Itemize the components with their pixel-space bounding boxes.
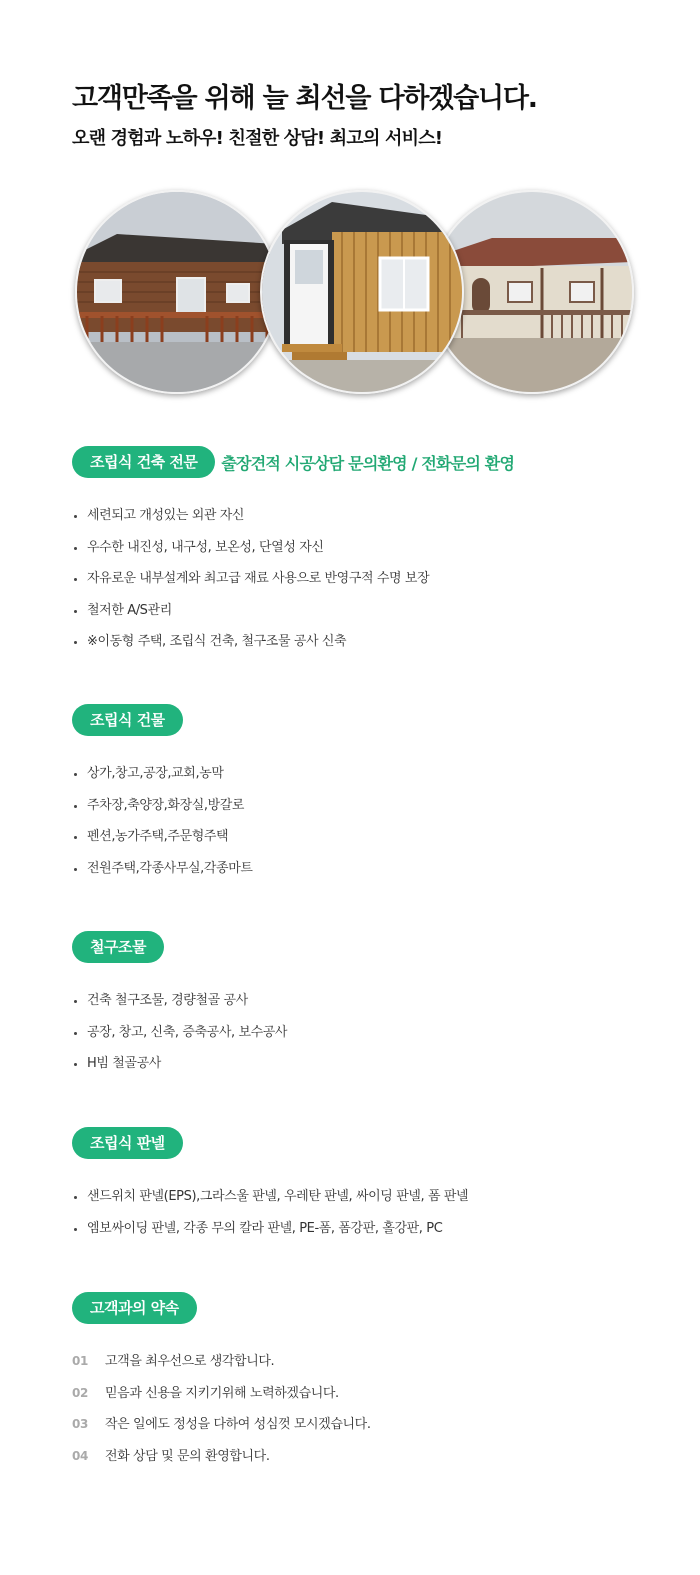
list-item (72, 1351, 371, 1383)
list-item: ※이동형 주택, 조립식 건축, 철구조물 공사 신축 (72, 632, 429, 664)
list-item: H빔 철골공사 (72, 1054, 287, 1086)
section-title: 철구조물 (72, 931, 164, 963)
house-photo-group (75, 190, 625, 395)
consultation-note: 출장견적 시공상담 문의환영 / 전화문의 환영 (221, 453, 515, 473)
section-title: 조립식 건축 전문 (72, 446, 215, 478)
section-customer-promise (72, 1292, 197, 1324)
promise-text: 고객을 최우선으로 생각합니다. (105, 1354, 275, 1369)
section-prefab-construction (72, 446, 514, 478)
subheadline: 오랜 경험과 노하우! 친절한 상담! 최고의 서비스! (72, 128, 443, 149)
panel-type-list (72, 1187, 468, 1250)
section-steel-structures (72, 931, 164, 963)
list-item (72, 1414, 371, 1446)
list-item (72, 1383, 371, 1415)
list-item: 샌드위치 판넬(EPS),그라스울 판넬, 우레탄 판넬, 싸이딩 판넬, 폼 판넬 (72, 1187, 468, 1219)
feature-list (72, 506, 429, 664)
list-item: 펜션,농가주택,주문형주택 (72, 827, 253, 859)
building-type-list (72, 764, 253, 890)
list-item: 상가,창고,공장,교회,농막 (72, 764, 253, 796)
list-item (72, 1446, 371, 1478)
promise-number: 03 (72, 1417, 88, 1431)
steel-work-list (72, 991, 287, 1086)
section-title: 조립식 건물 (72, 704, 183, 736)
list-item: 세련되고 개성있는 외관 자신 (72, 506, 429, 538)
section-title: 고객과의 약속 (72, 1292, 197, 1324)
list-item: 엠보싸이딩 판넬, 각종 무의 칼라 판넬, PE-폼, 폼강판, 홀강판, PC (72, 1219, 468, 1251)
list-item: 건축 철구조물, 경량철골 공사 (72, 991, 287, 1023)
list-item: 철저한 A/S관리 (72, 601, 429, 633)
section-prefab-panels (72, 1127, 183, 1159)
promise-number: 04 (72, 1448, 88, 1463)
promise-text: 전화 상담 및 문의 환영합니다. (105, 1448, 270, 1464)
headline: 고객만족을 위해 늘 최선을 다하겠습니다. (72, 83, 537, 114)
list-item: 공장, 창고, 신축, 증축공사, 보수공사 (72, 1023, 287, 1055)
promise-text: 믿음과 신용을 지키기위해 노력하겠습니다. (105, 1385, 339, 1401)
section-title: 조립식 판넬 (72, 1127, 183, 1159)
promise-number: 01 (72, 1354, 88, 1368)
section-prefab-buildings (72, 704, 183, 736)
promise-list (72, 1351, 371, 1477)
list-item: 주차장,축양장,화장실,방갈로 (72, 796, 253, 828)
house-photo-2 (260, 190, 464, 394)
list-item: 전원주택,각종사무실,각종마트 (72, 859, 253, 891)
promise-number: 02 (72, 1385, 88, 1400)
list-item: 자유로운 내부설계와 최고급 재료 사용으로 반영구적 수명 보장 (72, 569, 429, 601)
promise-text: 작은 일에도 정성을 다하여 성심껏 모시겠습니다. (105, 1417, 371, 1432)
list-item: 우수한 내진성, 내구성, 보온성, 단열성 자신 (72, 538, 429, 570)
house-photo-1 (75, 190, 279, 394)
